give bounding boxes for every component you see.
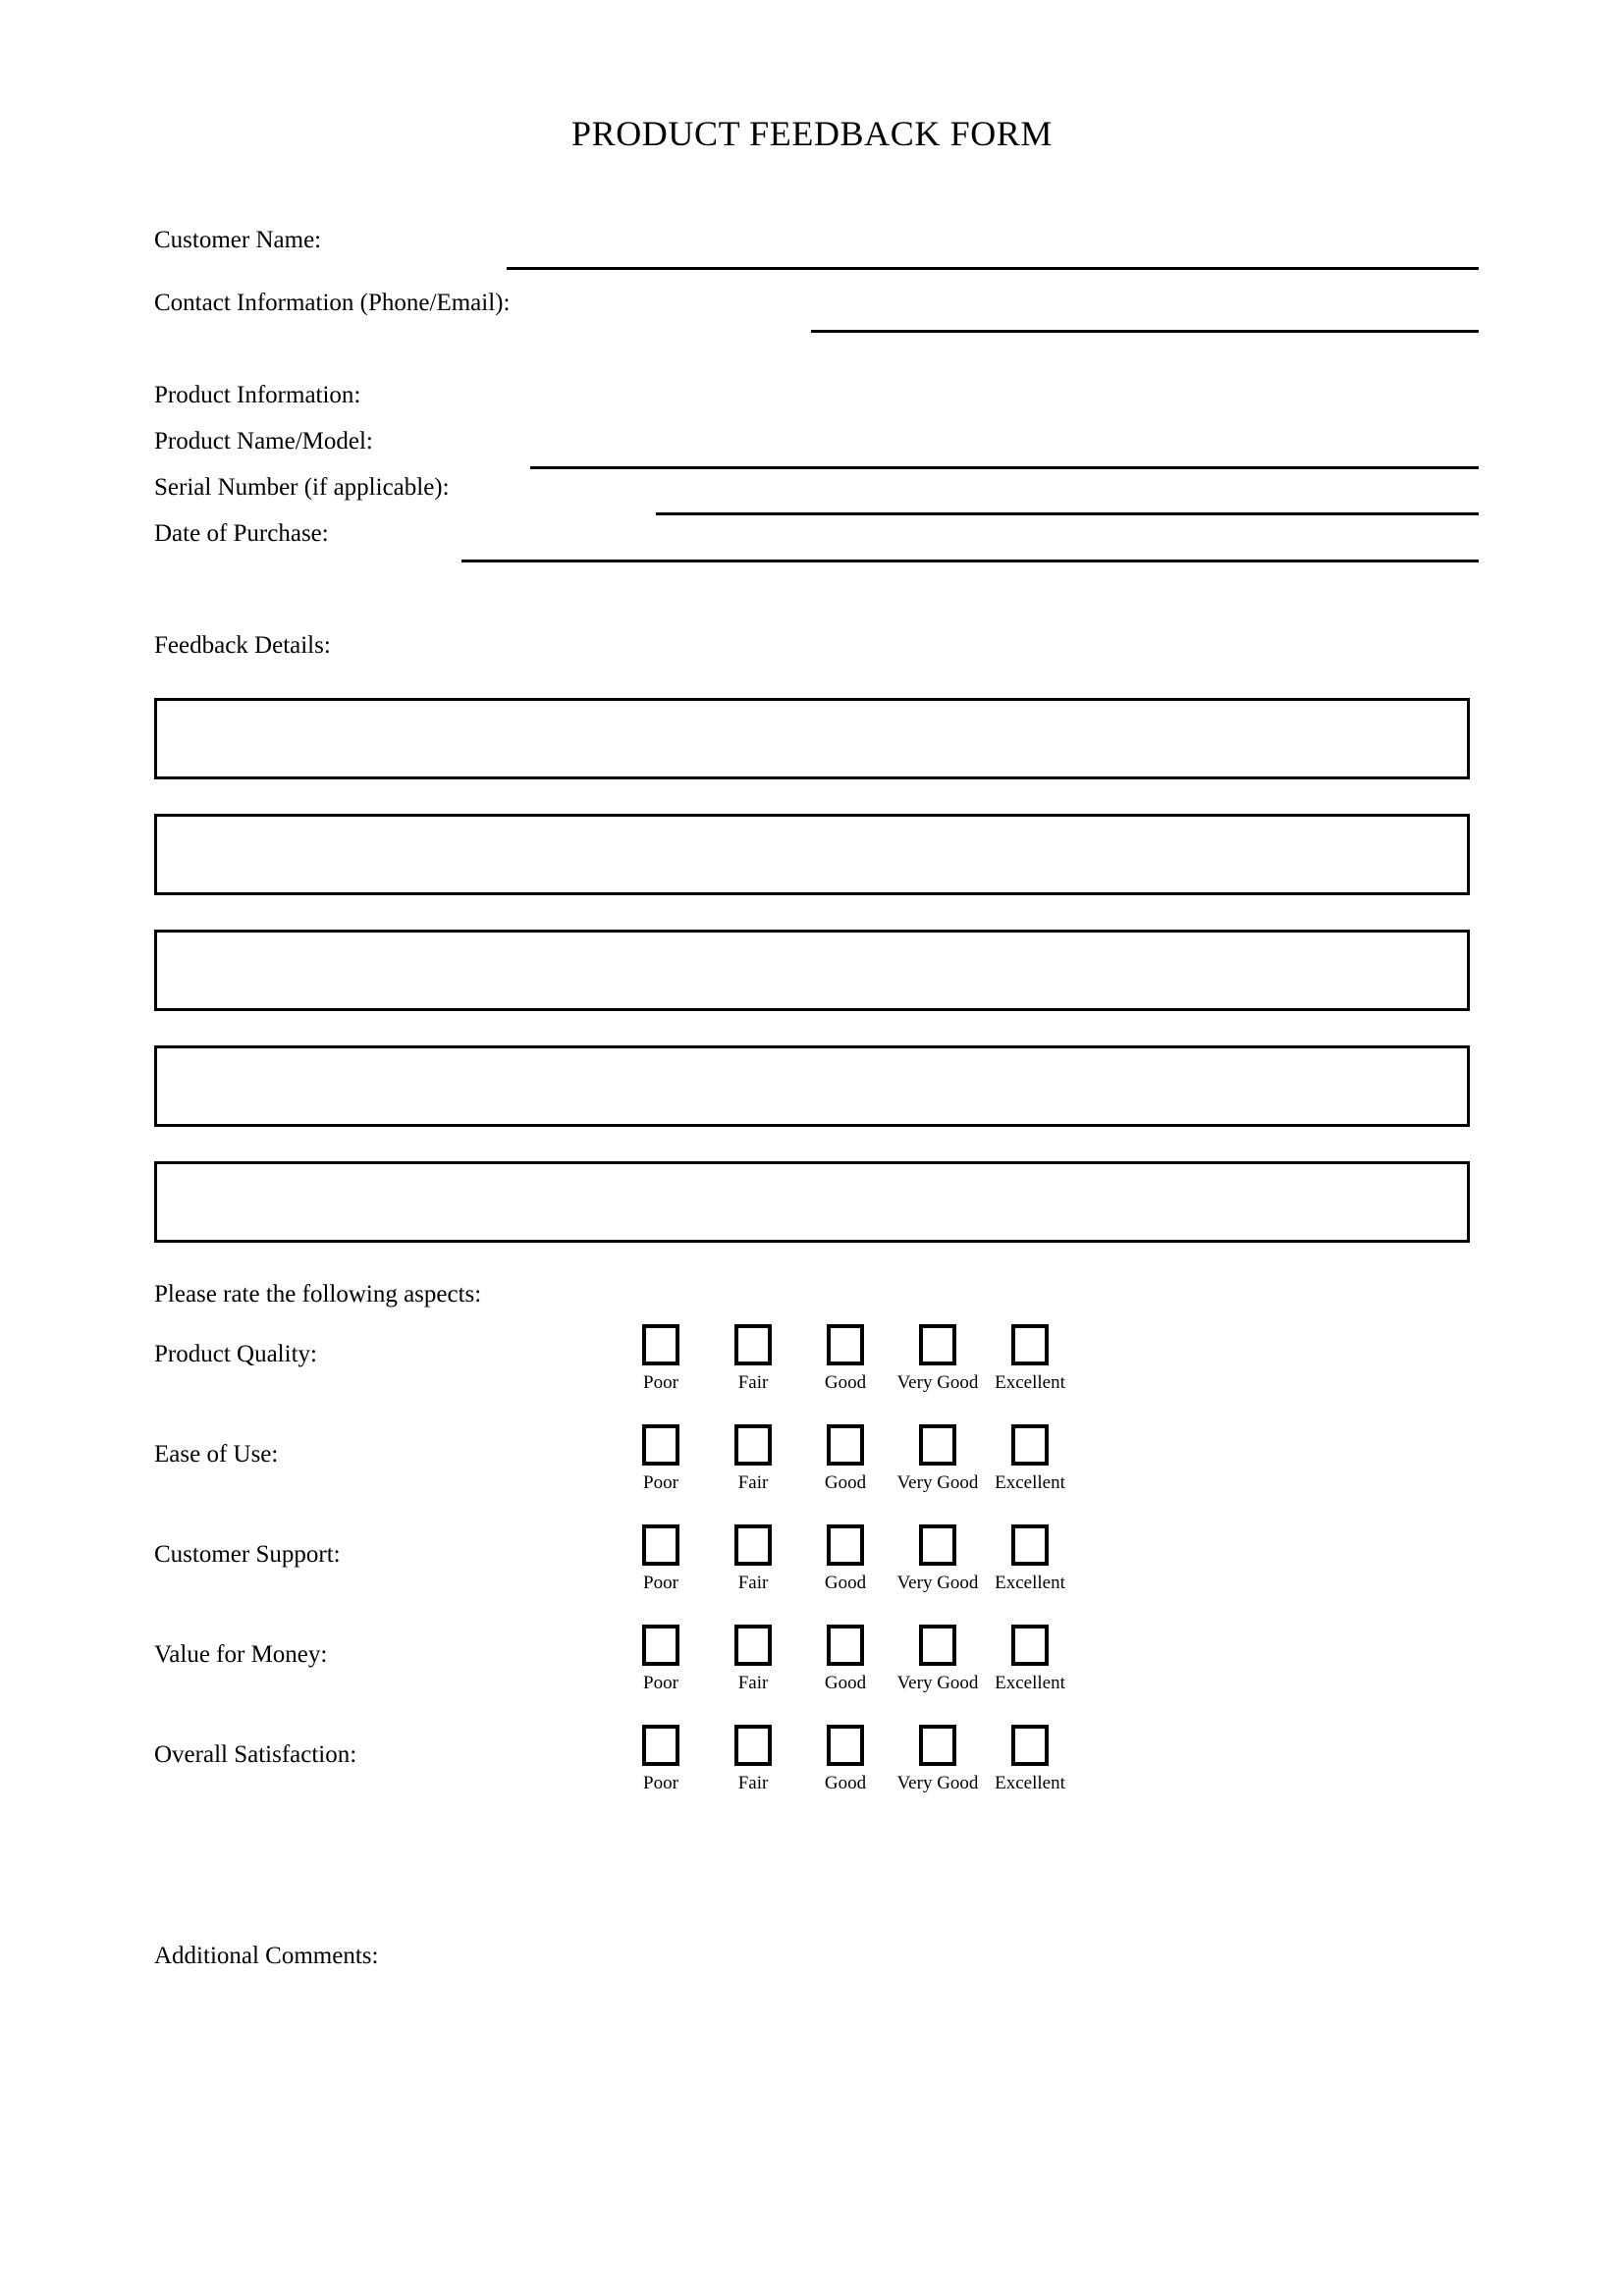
rating-option-fair[interactable] bbox=[707, 1725, 799, 1792]
rating-option-good[interactable] bbox=[799, 1725, 892, 1792]
feedback-details-heading: Feedback Details: bbox=[154, 632, 331, 659]
rating-option-label: Excellent bbox=[995, 1472, 1065, 1493]
serial-number-label: Serial Number (if applicable): bbox=[154, 474, 450, 501]
rating-options-overall-satisfaction bbox=[615, 1725, 1076, 1792]
checkbox-icon[interactable] bbox=[827, 1324, 864, 1365]
rating-option-label: Fair bbox=[737, 1773, 769, 1793]
checkbox-icon[interactable] bbox=[734, 1524, 772, 1566]
feedback-details-line-2[interactable] bbox=[154, 814, 1470, 895]
customer-name-input-rule[interactable] bbox=[507, 267, 1479, 270]
rating-option-label: Good bbox=[824, 1573, 867, 1593]
rating-option-poor[interactable] bbox=[615, 1725, 707, 1792]
checkbox-icon[interactable] bbox=[1011, 1424, 1049, 1466]
checkbox-icon[interactable] bbox=[734, 1424, 772, 1466]
rating-option-poor[interactable] bbox=[615, 1524, 707, 1592]
rating-option-label: Poor bbox=[643, 1372, 678, 1393]
rating-option-very-good[interactable] bbox=[892, 1424, 984, 1492]
checkbox-icon[interactable] bbox=[1011, 1625, 1049, 1666]
rating-option-label: Very Good bbox=[896, 1372, 979, 1393]
rating-option-poor[interactable] bbox=[615, 1424, 707, 1492]
checkbox-icon[interactable] bbox=[827, 1625, 864, 1666]
rating-option-excellent[interactable] bbox=[984, 1324, 1076, 1392]
feedback-details-line-1[interactable] bbox=[154, 698, 1470, 779]
product-name-model-input-rule[interactable] bbox=[530, 466, 1479, 469]
checkbox-icon[interactable] bbox=[1011, 1725, 1049, 1766]
checkbox-icon[interactable] bbox=[1011, 1524, 1049, 1566]
feedback-details-line-4[interactable] bbox=[154, 1045, 1470, 1127]
rating-option-excellent[interactable] bbox=[984, 1524, 1076, 1592]
rating-option-good[interactable] bbox=[799, 1424, 892, 1492]
rating-option-label: Good bbox=[824, 1773, 867, 1793]
rating-label-customer-support: Customer Support: bbox=[154, 1541, 341, 1568]
rating-option-good[interactable] bbox=[799, 1324, 892, 1392]
rating-label-ease-of-use: Ease of Use: bbox=[154, 1441, 279, 1468]
rating-options-ease-of-use bbox=[615, 1424, 1076, 1492]
contact-information-label: Contact Information (Phone/Email): bbox=[154, 290, 511, 316]
contact-information-input-rule[interactable] bbox=[811, 330, 1479, 333]
checkbox-icon[interactable] bbox=[919, 1424, 956, 1466]
rating-option-good[interactable] bbox=[799, 1524, 892, 1592]
rating-option-label: Very Good bbox=[896, 1673, 979, 1693]
rating-label-overall-satisfaction: Overall Satisfaction: bbox=[154, 1741, 357, 1768]
checkbox-icon[interactable] bbox=[642, 1625, 679, 1666]
checkbox-icon[interactable] bbox=[642, 1324, 679, 1365]
rating-options-value-for-money bbox=[615, 1625, 1076, 1692]
rating-options-product-quality bbox=[615, 1324, 1076, 1392]
rating-option-label: Poor bbox=[643, 1573, 678, 1593]
checkbox-icon[interactable] bbox=[734, 1324, 772, 1365]
rating-option-poor[interactable] bbox=[615, 1625, 707, 1692]
rating-option-label: Good bbox=[824, 1372, 867, 1393]
product-name-model-label: Product Name/Model: bbox=[154, 428, 373, 454]
rating-option-label: Very Good bbox=[896, 1773, 979, 1793]
rating-row-overall-satisfaction bbox=[0, 1742, 1624, 1850]
feedback-details-line-5[interactable] bbox=[154, 1161, 1470, 1243]
rating-option-label: Excellent bbox=[995, 1773, 1065, 1793]
date-of-purchase-label: Date of Purchase: bbox=[154, 520, 329, 547]
checkbox-icon[interactable] bbox=[919, 1524, 956, 1566]
checkbox-icon[interactable] bbox=[642, 1424, 679, 1466]
rating-option-label: Excellent bbox=[995, 1673, 1065, 1693]
rating-option-fair[interactable] bbox=[707, 1424, 799, 1492]
rating-label-product-quality: Product Quality: bbox=[154, 1341, 317, 1367]
page-title: PRODUCT FEEDBACK FORM bbox=[570, 114, 1054, 153]
customer-name-label: Customer Name: bbox=[154, 227, 322, 253]
product-information-heading: Product Information: bbox=[154, 382, 361, 408]
checkbox-icon[interactable] bbox=[642, 1524, 679, 1566]
rating-option-very-good[interactable] bbox=[892, 1524, 984, 1592]
rating-option-very-good[interactable] bbox=[892, 1324, 984, 1392]
rating-option-good[interactable] bbox=[799, 1625, 892, 1692]
rating-option-label: Excellent bbox=[995, 1573, 1065, 1593]
rating-option-label: Fair bbox=[737, 1372, 769, 1393]
checkbox-icon[interactable] bbox=[734, 1625, 772, 1666]
rating-label-value-for-money: Value for Money: bbox=[154, 1641, 328, 1668]
rating-option-very-good[interactable] bbox=[892, 1625, 984, 1692]
checkbox-icon[interactable] bbox=[919, 1324, 956, 1365]
rating-option-fair[interactable] bbox=[707, 1324, 799, 1392]
rating-option-label: Good bbox=[824, 1673, 867, 1693]
serial-number-input-rule[interactable] bbox=[656, 512, 1479, 515]
rating-option-label: Fair bbox=[737, 1573, 769, 1593]
rating-option-label: Poor bbox=[643, 1472, 678, 1493]
rating-option-excellent[interactable] bbox=[984, 1625, 1076, 1692]
checkbox-icon[interactable] bbox=[827, 1524, 864, 1566]
rating-option-label: Fair bbox=[737, 1472, 769, 1493]
checkbox-icon[interactable] bbox=[919, 1725, 956, 1766]
checkbox-icon[interactable] bbox=[827, 1424, 864, 1466]
rating-option-label: Very Good bbox=[896, 1472, 979, 1493]
rating-option-label: Good bbox=[824, 1472, 867, 1493]
rating-option-poor[interactable] bbox=[615, 1324, 707, 1392]
rating-option-label: Excellent bbox=[995, 1372, 1065, 1393]
checkbox-icon[interactable] bbox=[734, 1725, 772, 1766]
rating-option-fair[interactable] bbox=[707, 1524, 799, 1592]
rating-option-fair[interactable] bbox=[707, 1625, 799, 1692]
rating-option-label: Poor bbox=[643, 1773, 678, 1793]
date-of-purchase-input-rule[interactable] bbox=[461, 560, 1479, 562]
feedback-details-line-3[interactable] bbox=[154, 930, 1470, 1011]
rating-options-customer-support bbox=[615, 1524, 1076, 1592]
checkbox-icon[interactable] bbox=[827, 1725, 864, 1766]
rating-option-excellent[interactable] bbox=[984, 1424, 1076, 1492]
rating-instruction: Please rate the following aspects: bbox=[154, 1281, 482, 1308]
rating-option-label: Poor bbox=[643, 1673, 678, 1693]
checkbox-icon[interactable] bbox=[1011, 1324, 1049, 1365]
rating-option-label: Very Good bbox=[896, 1573, 979, 1593]
checkbox-icon[interactable] bbox=[642, 1725, 679, 1766]
additional-comments-label: Additional Comments: bbox=[154, 1943, 379, 1969]
rating-option-excellent[interactable] bbox=[984, 1725, 1076, 1792]
checkbox-icon[interactable] bbox=[919, 1625, 956, 1666]
rating-option-label: Fair bbox=[737, 1673, 769, 1693]
rating-option-very-good[interactable] bbox=[892, 1725, 984, 1792]
